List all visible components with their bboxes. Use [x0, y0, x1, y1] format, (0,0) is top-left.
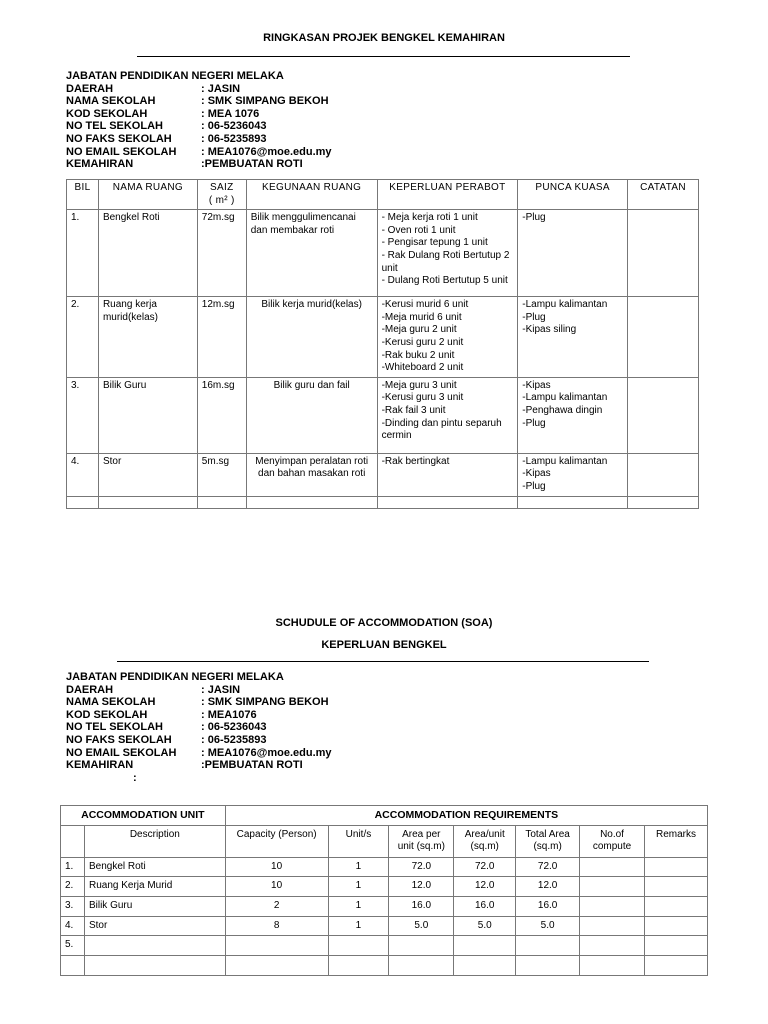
group-header-unit: ACCOMMODATION UNIT	[61, 806, 226, 826]
col-header-nama-ruang: NAMA RUANG	[98, 180, 197, 210]
cell-area-unit: 16.0	[454, 896, 516, 916]
cell-empty	[197, 496, 246, 508]
col-header-total-area: Total Area (sq.m)	[516, 825, 580, 857]
cell-nama-ruang: Ruang kerja murid(kelas)	[98, 297, 197, 378]
cell-area-unit: 12.0	[454, 877, 516, 897]
info-label: DAERAH	[66, 683, 114, 696]
cell-nama-ruang: Bilik Guru	[98, 377, 197, 453]
cell-description	[84, 936, 225, 956]
cell-no-of-compute	[580, 857, 645, 877]
info-value: : 06-5235893	[201, 733, 267, 746]
cell-units: 1	[328, 896, 389, 916]
cell-total-area: 16.0	[516, 896, 580, 916]
col-header-no-of-compute: No.of compute	[580, 825, 645, 857]
info-value: : JASIN	[201, 82, 241, 95]
cell-remarks	[644, 916, 707, 936]
cell-description: Bengkel Roti	[84, 857, 225, 877]
info-row-department	[66, 671, 332, 684]
project-summary-table	[66, 179, 699, 509]
info-row-fax	[66, 734, 332, 747]
info-colon: :	[133, 771, 137, 784]
cell-perabot: -Meja guru 3 unit -Kerusi guru 3 unit -Rak fail 3 unit -Dinding dan pintu separuh cermin	[377, 377, 518, 453]
cell-empty	[84, 955, 225, 975]
info-value: : MEA1076@moe.edu.my	[201, 746, 332, 759]
cell-saiz: 12m.sg	[197, 297, 246, 378]
cell-area-per-unit: 12.0	[389, 877, 454, 897]
info-label: KEMAHIRAN	[66, 158, 134, 171]
info-row-colon	[66, 772, 332, 785]
info-label: NAMA SEKOLAH	[66, 696, 156, 709]
info-label: KEMAHIRAN	[66, 759, 134, 772]
cell-catatan	[628, 377, 699, 453]
info-row-school-code	[66, 709, 332, 722]
table-row	[67, 453, 699, 496]
info-row-school-name	[66, 696, 332, 709]
info-label: NO EMAIL SEKOLAH	[66, 746, 177, 759]
col-header-kegunaan: KEGUNAAN RUANG	[246, 180, 377, 210]
info-label: DAERAH	[66, 82, 114, 95]
cell-number: 2.	[61, 877, 85, 897]
cell-kegunaan: Menyimpan peralatan roti dan bahan masakan roti	[246, 453, 377, 496]
cell-empty	[389, 955, 454, 975]
info-row-department	[66, 70, 332, 83]
info-row-phone	[66, 120, 332, 133]
cell-capacity: 2	[225, 896, 328, 916]
table-row	[61, 955, 708, 975]
table-row	[61, 936, 708, 956]
info-row-email	[66, 747, 332, 760]
cell-saiz: 5m.sg	[197, 453, 246, 496]
group-header-requirements: ACCOMMODATION REQUIREMENTS	[225, 806, 707, 826]
col-header-number	[61, 825, 85, 857]
table-row	[61, 916, 708, 936]
section1-title: RINGKASAN PROJEK BENGKEL KEMAHIRAN	[263, 32, 505, 44]
cell-area-unit	[454, 936, 516, 956]
accommodation-table	[60, 805, 708, 976]
cell-units: 1	[328, 916, 389, 936]
cell-empty	[454, 955, 516, 975]
cell-empty	[328, 955, 389, 975]
cell-empty	[98, 496, 197, 508]
table-row	[67, 377, 699, 453]
table-row	[61, 877, 708, 897]
cell-bil: 1.	[67, 210, 99, 297]
cell-description: Stor	[84, 916, 225, 936]
info-label: JABATAN PENDIDIKAN NEGERI MELAKA	[66, 671, 284, 683]
cell-empty	[580, 955, 645, 975]
cell-number: 3.	[61, 896, 85, 916]
info-value: : 06-5236043	[201, 721, 267, 734]
col-header-bil: BIL	[67, 180, 99, 210]
info-label: NAMA SEKOLAH	[66, 95, 156, 108]
info-row-school-code	[66, 108, 332, 121]
school-info-block	[66, 70, 332, 171]
cell-catatan	[628, 297, 699, 378]
cell-kegunaan: Bilik guru dan fail	[246, 377, 377, 453]
cell-number: 5.	[61, 936, 85, 956]
cell-capacity: 10	[225, 857, 328, 877]
title-underline	[117, 661, 649, 662]
cell-total-area: 72.0	[516, 857, 580, 877]
cell-bil: 2.	[67, 297, 99, 378]
col-header-saiz: SAIZ ( m² )	[197, 180, 246, 210]
cell-punca-kuasa: -Lampu kalimantan -Kipas -Plug	[518, 453, 628, 496]
info-row-email	[66, 146, 332, 159]
col-header-perabot: KEPERLUAN PERABOT	[377, 180, 518, 210]
cell-punca-kuasa: -Lampu kalimantan -Plug -Kipas siling	[518, 297, 628, 378]
cell-punca-kuasa: -Plug	[518, 210, 628, 297]
col-header-area-unit: Area/unit (sq.m)	[454, 825, 516, 857]
cell-punca-kuasa: -Kipas -Lampu kalimantan -Penghawa dingin -Plug	[518, 377, 628, 453]
cell-empty	[246, 496, 377, 508]
group-header-row	[61, 806, 708, 826]
cell-units	[328, 936, 389, 956]
info-label: NO TEL SEKOLAH	[66, 721, 163, 734]
cell-total-area: 12.0	[516, 877, 580, 897]
section2-subtitle: KEPERLUAN BENGKEL	[321, 639, 447, 651]
cell-area-per-unit	[389, 936, 454, 956]
cell-capacity	[225, 936, 328, 956]
table-row	[67, 210, 699, 297]
info-value: : MEA1076@moe.edu.my	[201, 145, 332, 158]
info-label: NO EMAIL SEKOLAH	[66, 145, 177, 158]
cell-capacity: 8	[225, 916, 328, 936]
cell-description: Bilik Guru	[84, 896, 225, 916]
info-label: KOD SEKOLAH	[66, 708, 148, 721]
cell-empty	[518, 496, 628, 508]
cell-empty	[61, 955, 85, 975]
cell-description: Ruang Kerja Murid	[84, 877, 225, 897]
cell-catatan	[628, 453, 699, 496]
info-label: KOD SEKOLAH	[66, 107, 148, 120]
school-info-block	[66, 671, 332, 784]
cell-bil: 4.	[67, 453, 99, 496]
cell-no-of-compute	[580, 877, 645, 897]
table-row	[67, 297, 699, 378]
cell-empty	[67, 496, 99, 508]
info-value: : MEA 1076	[201, 107, 260, 120]
cell-no-of-compute	[580, 896, 645, 916]
cell-area-per-unit: 16.0	[389, 896, 454, 916]
cell-empty	[225, 955, 328, 975]
info-row-district	[66, 684, 332, 697]
info-row-school-name	[66, 95, 332, 108]
info-row-fax	[66, 133, 332, 146]
cell-perabot: - Meja kerja roti 1 unit - Oven roti 1 unit - Pengisar tepung 1 unit - Rak Dulang Roti Bertutup 2 unit - Dulang Roti Bertutup 5 unit	[377, 210, 518, 297]
cell-units: 1	[328, 877, 389, 897]
info-row-district	[66, 83, 332, 96]
info-label: NO FAKS SEKOLAH	[66, 132, 172, 145]
info-value: : SMK SIMPANG BEKOH	[201, 696, 329, 709]
col-header-capacity: Capacity (Person)	[225, 825, 328, 857]
cell-empty	[644, 955, 707, 975]
col-header-area-per-unit: Area per unit (sq.m)	[389, 825, 454, 857]
info-value: : JASIN	[201, 683, 241, 696]
cell-remarks	[644, 936, 707, 956]
cell-kegunaan: Bilik kerja murid(kelas)	[246, 297, 377, 378]
cell-area-unit: 72.0	[454, 857, 516, 877]
col-header-description: Description	[84, 825, 225, 857]
cell-remarks	[644, 896, 707, 916]
cell-total-area: 5.0	[516, 916, 580, 936]
title-underline	[137, 56, 630, 57]
cell-area-per-unit: 72.0	[389, 857, 454, 877]
cell-empty	[628, 496, 699, 508]
cell-empty	[516, 955, 580, 975]
cell-bil: 3.	[67, 377, 99, 453]
cell-catatan	[628, 210, 699, 297]
section2-title: SCHUDULE OF ACCOMMODATION (SOA)	[275, 617, 493, 629]
info-value: : MEA1076	[201, 708, 257, 721]
info-value: : SMK SIMPANG BEKOH	[201, 95, 329, 108]
cell-area-per-unit: 5.0	[389, 916, 454, 936]
table-header-row	[67, 180, 699, 210]
info-label: NO TEL SEKOLAH	[66, 120, 163, 133]
table-header-row	[61, 825, 708, 857]
table-row	[67, 496, 699, 508]
cell-perabot: -Kerusi murid 6 unit -Meja murid 6 unit -Meja guru 2 unit -Kerusi guru 2 unit -Rak buku 2 unit -Whiteboard 2 unit	[377, 297, 518, 378]
table-row	[61, 896, 708, 916]
cell-saiz: 72m.sg	[197, 210, 246, 297]
cell-no-of-compute	[580, 916, 645, 936]
table-row	[61, 857, 708, 877]
info-label: JABATAN PENDIDIKAN NEGERI MELAKA	[66, 70, 284, 82]
info-value: : 06-5236043	[201, 120, 267, 133]
cell-area-unit: 5.0	[454, 916, 516, 936]
col-header-remarks: Remarks	[644, 825, 707, 857]
cell-no-of-compute	[580, 936, 645, 956]
cell-saiz: 16m.sg	[197, 377, 246, 453]
info-label: NO FAKS SEKOLAH	[66, 733, 172, 746]
cell-remarks	[644, 857, 707, 877]
info-value: : 06-5235893	[201, 132, 267, 145]
info-row-skill	[66, 158, 332, 171]
cell-capacity: 10	[225, 877, 328, 897]
cell-remarks	[644, 877, 707, 897]
cell-nama-ruang: Bengkel Roti	[98, 210, 197, 297]
cell-units: 1	[328, 857, 389, 877]
cell-nama-ruang: Stor	[98, 453, 197, 496]
cell-kegunaan: Bilik menggulimencanai dan membakar roti	[246, 210, 377, 297]
cell-perabot: -Rak bertingkat	[377, 453, 518, 496]
cell-number: 4.	[61, 916, 85, 936]
col-header-punca-kuasa: PUNCA KUASA	[518, 180, 628, 210]
cell-number: 1.	[61, 857, 85, 877]
col-header-catatan: CATATAN	[628, 180, 699, 210]
cell-empty	[377, 496, 518, 508]
info-row-skill	[66, 759, 332, 772]
cell-total-area	[516, 936, 580, 956]
info-value: :PEMBUATAN ROTI	[201, 759, 303, 772]
info-row-phone	[66, 721, 332, 734]
col-header-units: Unit/s	[328, 825, 389, 857]
info-value: :PEMBUATAN ROTI	[201, 158, 303, 171]
